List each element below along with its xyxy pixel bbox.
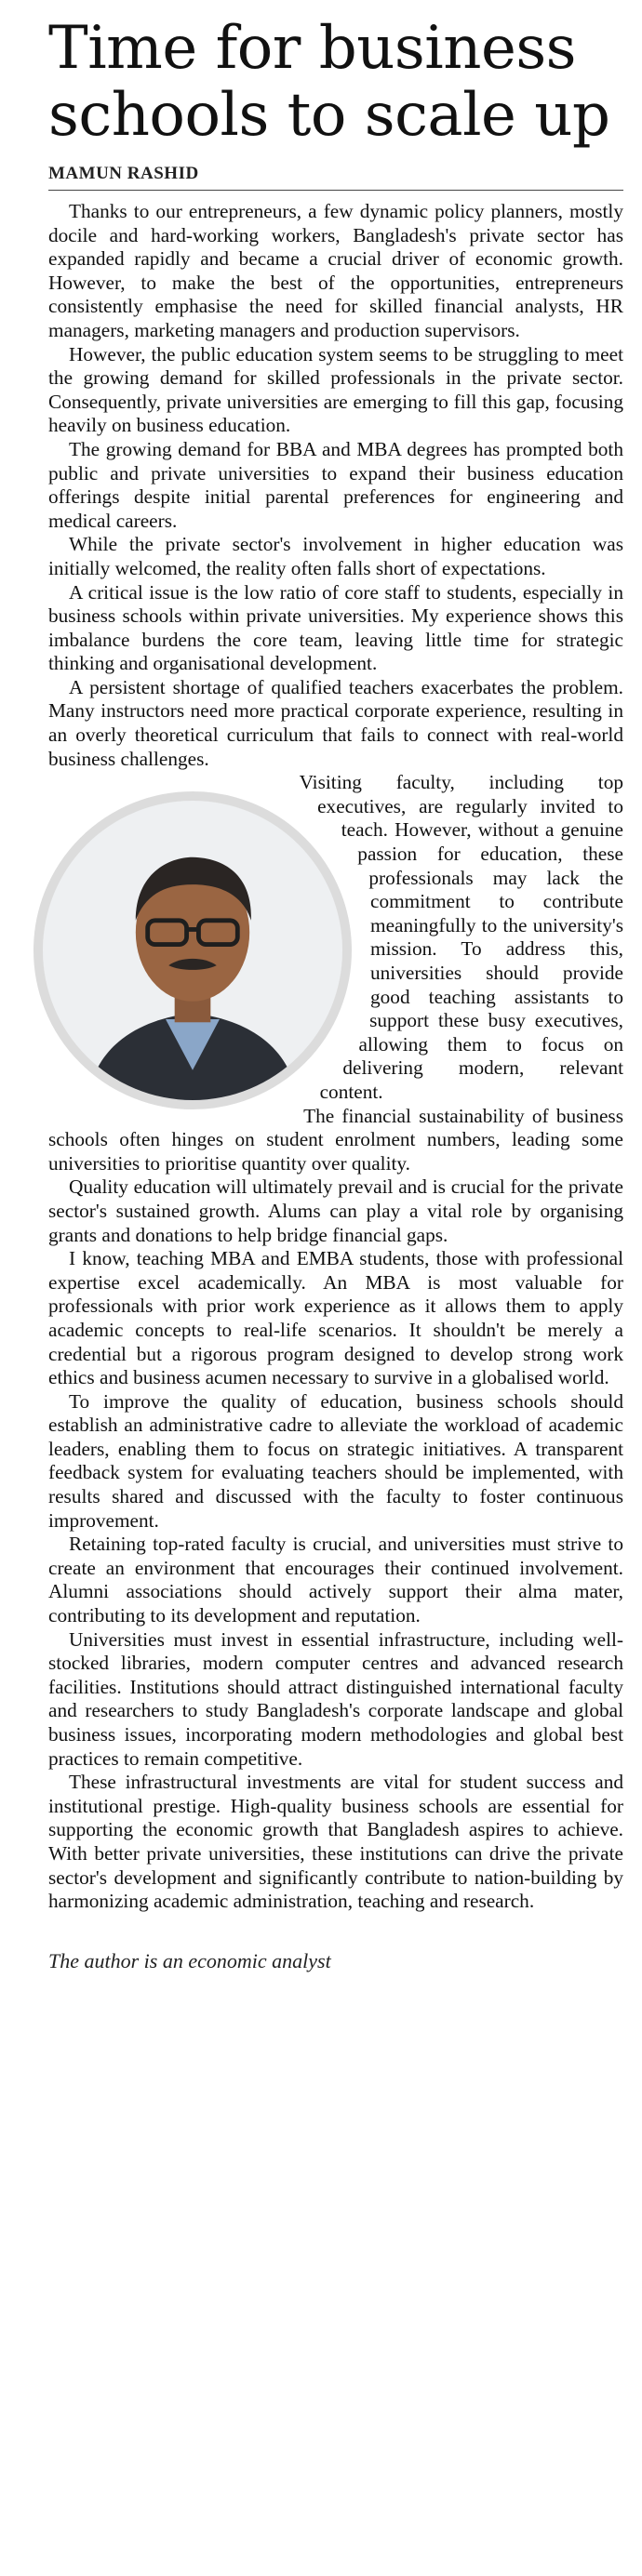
body-paragraph: While the private sector's involvement in higher education was initially welcomed, the reality often falls short of expectations.: [48, 533, 623, 579]
body-paragraph: The growing demand for BBA and MBA degrees has prompted both public and private universities to expand their business education offerings despite initial parental preferences for engineering and medical careers.: [48, 437, 623, 532]
body-paragraph: I know, teaching MBA and EMBA students, those with professional expertise excel academically. An MBA is most valuable for professionals with prior work experience as it allows them to apply academic concepts to real-life scenarios. It shouldn't be merely a credential but a rigorous program designed to develop strong work ethics and business acumen necessary to survive in a globalised world.: [48, 1247, 623, 1389]
body-paragraph: Retaining top-rated faculty is crucial, and universities must strive to create an environment that encourages their continued involvement. Alumni associations should actively support their alma mater, contributing to its development and reputation.: [48, 1533, 623, 1627]
body-paragraph: Visiting faculty, including top executives, are regularly invited to teach. However, without a genuine passion for education, these professionals may lack the commitment to contribute meaningfully to the university's mission. To address this, universities should provide good teaching assistants to support these busy executives, allowing them to focus on delivering modern, relevant content.: [299, 771, 623, 1103]
body-paragraph: Universities must invest in essential infrastructure, including well-stocked libraries, modern computer centres and advanced research facilities. Institutions should attract distinguished international faculty and researchers to study Bangladesh's corporate landscape and global business issues, incorporating modern methodologies and global best practices to remain competitive.: [48, 1627, 623, 1770]
author-note: The author is an economic analyst: [48, 1948, 331, 1972]
byline-divider: [48, 190, 623, 191]
article-body: [48, 200, 623, 1914]
author-photo-wrapper: [17, 777, 359, 1126]
headline: Time for business schools to scale up: [48, 14, 610, 150]
body-paragraph: A persistent shortage of qualified teachers exacerbates the problem. Many instructors need more practical corporate experience, resulting in an overly theoretical curriculum that fails to connect with real-world business challenges.: [48, 675, 623, 770]
body-paragraph: However, the public education system seems to be struggling to meet the growing demand for skilled professionals in the private sector. Consequently, private universities are emerging to fill this gap, focusing heavily on business education.: [48, 342, 623, 437]
body-paragraph: To improve the quality of education, business schools should establish an administrative cadre to alleviate the workload of academic leaders, enabling them to focus on strategic initiatives. A transparent feedback system for evaluating teachers should be implemented, with results shared and discussed with the faculty to foster continuous improvement.: [48, 1389, 623, 1532]
body-paragraph: A critical issue is the low ratio of core staff to students, especially in business schools within private universities. My experience shows this imbalance burdens the core team, leaving little time for strategic thinking and organisational development.: [48, 580, 623, 675]
body-paragraph: Thanks to our entrepreneurs, a few dynamic policy planners, mostly docile and hard-working workers, Bangladesh's private sector has expanded rapidly and became a crucial driver of economic growth. However, to make the best of the opportunities, entrepreneurs consistently emphasise the need for skilled financial analysts, HR managers, marketing managers and production supervisors.: [48, 200, 623, 341]
author-photo: [33, 791, 352, 1109]
body-paragraph: The financial sustainability of business schools often hinges on student enrolment numbers, leading some universities to prioritise quantity over quality.: [48, 1104, 623, 1175]
author-portrait-icon: [43, 801, 342, 1100]
body-paragraph: These infrastructural investments are vital for student success and institutional prestige. High-quality business schools are essential for supporting the economic growth that Bangladesh aspires to achieve. With better private universities, these institutions can drive the private sector's development and significantly contribute to nation-building by harmonizing academic administration, teaching and research.: [48, 1771, 623, 1913]
body-paragraph: Quality education will ultimately prevail and is crucial for the private sector's sustained growth. Alums can play a vital role by organising grants and donations to help bridge financial gaps.: [48, 1175, 623, 1246]
byline: MAMUN RASHID: [48, 164, 199, 183]
